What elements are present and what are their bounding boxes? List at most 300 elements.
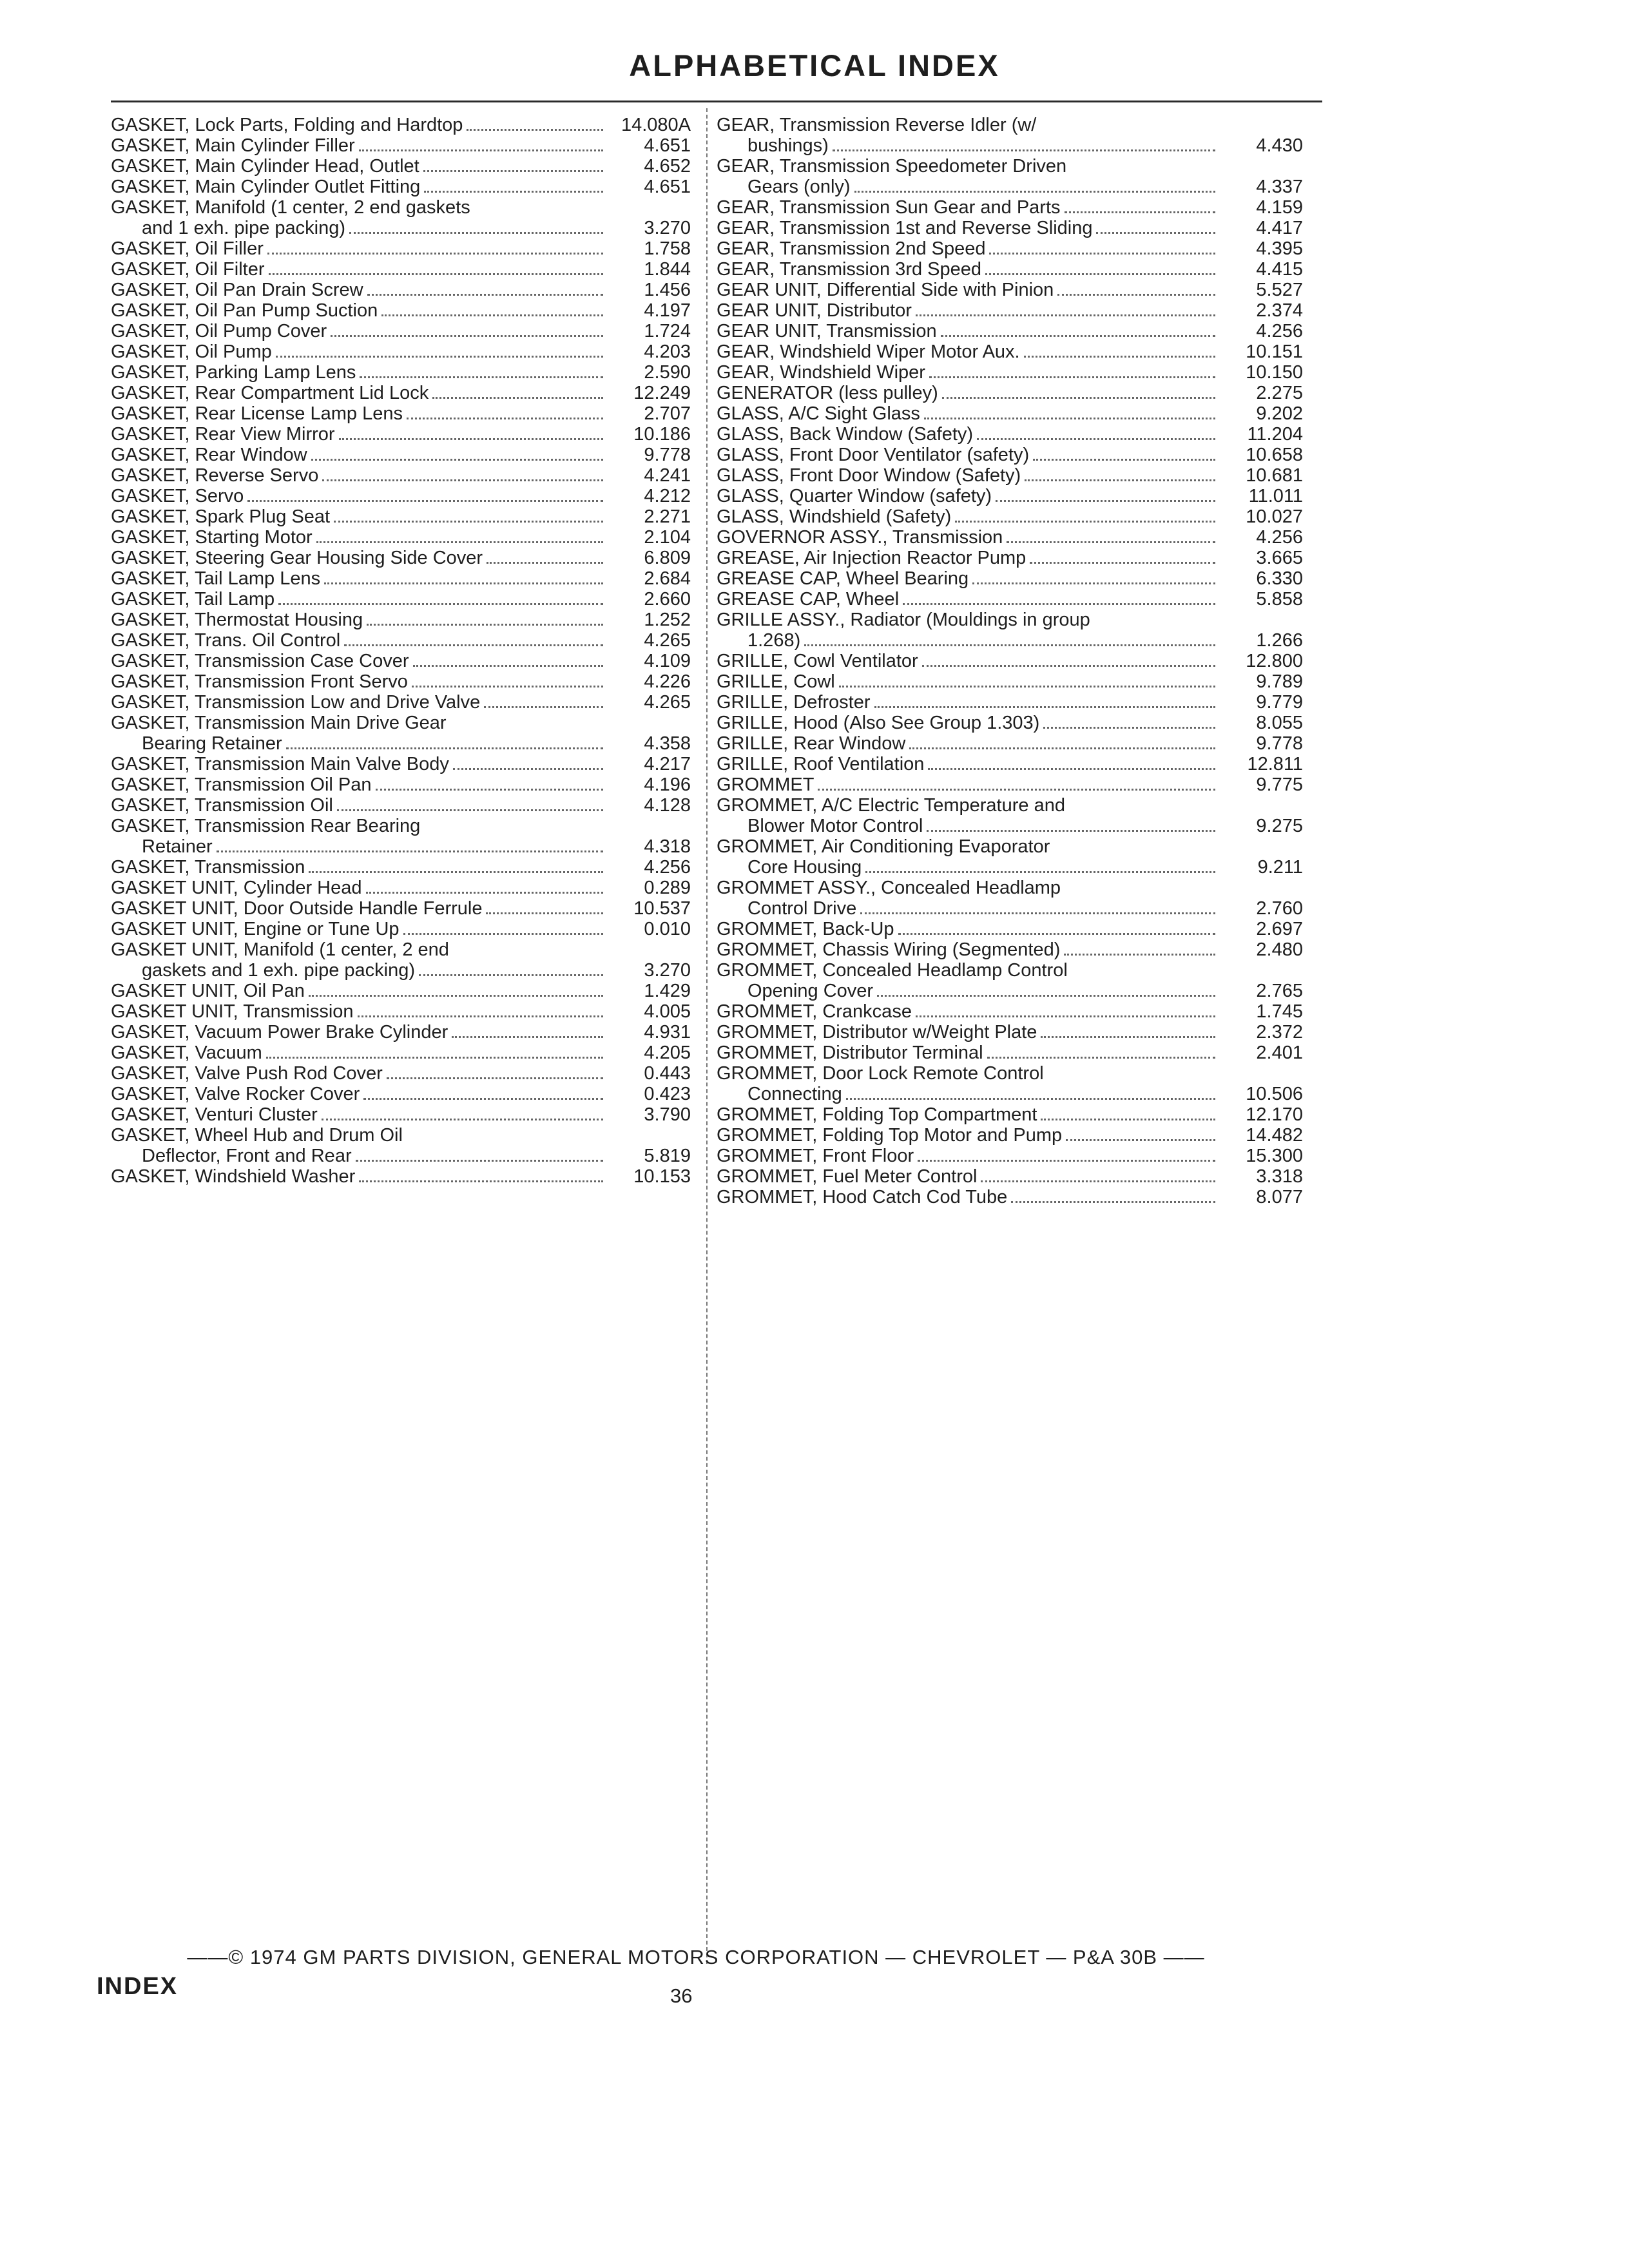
- index-entry: [717, 259, 1303, 280]
- group-number: 3.790: [644, 1104, 691, 1125]
- dot-leader: [987, 1043, 1215, 1059]
- group-number: 2.760: [1256, 898, 1303, 919]
- group-number: 2.660: [644, 589, 691, 610]
- index-entry: [717, 610, 1303, 630]
- dot-leader: [217, 836, 603, 852]
- dot-leader: [467, 115, 603, 131]
- index-entry: [111, 713, 691, 733]
- dot-leader: [356, 1146, 603, 1162]
- dot-leader: [424, 177, 603, 193]
- entry-text-continued: Gears (only): [747, 177, 851, 197]
- index-column-right: [717, 115, 1303, 1207]
- index-entry: [717, 506, 1303, 527]
- dot-leader: [1066, 1125, 1215, 1141]
- dot-leader: [972, 568, 1215, 584]
- dot-leader: [276, 341, 603, 358]
- entry-text: GENERATOR (less pulley): [717, 383, 938, 403]
- index-entry: [717, 774, 1303, 795]
- group-number: 4.265: [644, 692, 691, 713]
- group-number: 9.775: [1256, 774, 1303, 795]
- entry-text: GRILLE, Defroster: [717, 692, 871, 713]
- index-entry: [717, 960, 1303, 981]
- entry-text: GASKET, Oil Pump Cover: [111, 321, 327, 341]
- index-entry: [111, 1001, 691, 1022]
- group-number: 4.205: [644, 1043, 691, 1063]
- group-number: 10.151: [1246, 341, 1303, 362]
- index-entry: [717, 713, 1303, 733]
- dot-leader: [989, 238, 1215, 255]
- entry-text: GEAR, Transmission 1st and Reverse Sliding: [717, 218, 1093, 238]
- entry-text: GASKET UNIT, Cylinder Head: [111, 878, 362, 898]
- group-number: 4.212: [644, 486, 691, 506]
- entry-text: GASKET, Rear Window: [111, 445, 307, 465]
- group-number: 2.271: [644, 506, 691, 527]
- dot-leader: [363, 1084, 603, 1100]
- dot-leader: [278, 589, 603, 605]
- entry-text: GREASE, Air Injection Reactor Pump: [717, 548, 1027, 568]
- entry-text: GASKET, Transmission Oil: [111, 795, 333, 816]
- entry-text: GOVERNOR ASSY., Transmission: [717, 527, 1003, 548]
- entry-text: GASKET UNIT, Door Outside Handle Ferrule: [111, 898, 483, 919]
- entry-text: GASKET, Lock Parts, Folding and Hardtop: [111, 115, 463, 135]
- index-entry: [717, 671, 1303, 692]
- group-number: 4.256: [1256, 321, 1303, 341]
- group-number: 4.415: [1256, 259, 1303, 280]
- group-number: 10.537: [633, 898, 691, 919]
- index-entry: [717, 238, 1303, 259]
- dot-leader: [331, 321, 603, 337]
- dot-leader: [432, 383, 603, 399]
- index-entry: [111, 465, 691, 486]
- entry-text: GASKET, Thermostat Housing: [111, 610, 363, 630]
- dot-leader: [1041, 1104, 1215, 1120]
- index-entry: [717, 568, 1303, 589]
- index-entry: [111, 610, 691, 630]
- group-number: 1.758: [644, 238, 691, 259]
- group-number: 8.077: [1256, 1187, 1303, 1207]
- dot-leader: [376, 774, 603, 791]
- entry-text: GROMMET, Folding Top Motor and Pump: [717, 1125, 1063, 1146]
- entry-text-continued: Connecting: [747, 1084, 842, 1104]
- index-entry: [717, 692, 1303, 713]
- group-number: 1.724: [644, 321, 691, 341]
- group-number: 0.423: [644, 1084, 691, 1104]
- index-entry: [717, 1022, 1303, 1043]
- index-entry: [717, 341, 1303, 362]
- group-number: 2.374: [1256, 300, 1303, 321]
- dot-leader: [452, 1022, 603, 1038]
- dot-leader: [322, 1104, 603, 1120]
- dot-leader: [846, 1084, 1215, 1100]
- index-entry: [111, 527, 691, 548]
- entry-text-continued: Control Drive: [747, 898, 857, 919]
- entry-text: GEAR UNIT, Transmission: [717, 321, 937, 341]
- dot-leader: [941, 321, 1215, 337]
- dot-leader: [322, 465, 603, 481]
- entry-text-continued: and 1 exh. pipe packing): [142, 218, 345, 238]
- index-entry: [717, 218, 1303, 238]
- dot-leader: [334, 506, 603, 523]
- entry-text: GEAR, Windshield Wiper: [717, 362, 925, 383]
- dot-leader: [453, 754, 603, 770]
- index-entry-continuation: [111, 836, 691, 857]
- group-number: 9.778: [644, 445, 691, 465]
- index-entry-continuation: [717, 135, 1303, 156]
- entry-text: GASKET, Vacuum Power Brake Cylinder: [111, 1022, 448, 1043]
- index-entry: [111, 548, 691, 568]
- index-entry: [111, 795, 691, 816]
- index-entry: [111, 362, 691, 383]
- group-number: 4.256: [1256, 527, 1303, 548]
- group-number: 9.275: [1256, 816, 1303, 836]
- entry-text-continued: Opening Cover: [747, 981, 874, 1001]
- group-number: 4.652: [644, 156, 691, 177]
- index-entry: [111, 238, 691, 259]
- group-number: 9.778: [1256, 733, 1303, 754]
- entry-text: GROMMET, Distributor w/Weight Plate: [717, 1022, 1037, 1043]
- entry-text: GASKET, Transmission Low and Drive Valve: [111, 692, 481, 713]
- group-number: 2.480: [1256, 939, 1303, 960]
- index-entry: [111, 1084, 691, 1104]
- group-number: 12.811: [1247, 754, 1303, 774]
- column-divider: [706, 108, 708, 1964]
- entry-text-continued: Retainer: [142, 836, 213, 857]
- dot-leader: [909, 733, 1215, 749]
- entry-text: GASKET, Reverse Servo: [111, 465, 319, 486]
- group-number: 3.270: [644, 218, 691, 238]
- entry-text: GASKET, Oil Pump: [111, 341, 272, 362]
- entry-text: GASKET UNIT, Oil Pan: [111, 981, 305, 1001]
- index-entry: [111, 259, 691, 280]
- group-number: 9.202: [1256, 403, 1303, 424]
- group-number: 14.482: [1246, 1125, 1303, 1146]
- group-number: 4.197: [644, 300, 691, 321]
- group-number: 5.819: [644, 1146, 691, 1166]
- index-entry: [111, 898, 691, 919]
- dot-leader: [309, 857, 603, 873]
- group-number: 2.684: [644, 568, 691, 589]
- entry-text: GASKET, Trans. Oil Control: [111, 630, 341, 651]
- group-number: 10.150: [1246, 362, 1303, 383]
- index-entry: [111, 671, 691, 692]
- group-number: 4.217: [644, 754, 691, 774]
- dot-leader: [1064, 939, 1215, 956]
- dot-leader: [412, 671, 603, 687]
- group-number: 9.779: [1256, 692, 1303, 713]
- entry-text: GASKET, Main Cylinder Outlet Fitting: [111, 177, 421, 197]
- index-entry: [717, 527, 1303, 548]
- entry-text: GASKET, Transmission Front Servo: [111, 671, 408, 692]
- entry-text-continued: gaskets and 1 exh. pipe packing): [142, 960, 415, 981]
- index-entry: [717, 1125, 1303, 1146]
- index-entry-continuation: [717, 630, 1303, 651]
- dot-leader: [359, 135, 603, 151]
- index-entry: [717, 362, 1303, 383]
- group-number: 10.658: [1246, 445, 1303, 465]
- index-entry: [717, 465, 1303, 486]
- group-number: 2.275: [1256, 383, 1303, 403]
- entry-text: GASKET, Vacuum: [111, 1043, 262, 1063]
- entry-text: GROMMET, Fuel Meter Control: [717, 1166, 978, 1187]
- index-entry: [111, 589, 691, 610]
- entry-text: GASKET, Venturi Cluster: [111, 1104, 318, 1125]
- index-entry: [111, 177, 691, 197]
- dot-leader: [929, 362, 1215, 378]
- group-number: 12.249: [633, 383, 691, 403]
- page-title: ALPHABETICAL INDEX: [629, 48, 1000, 82]
- entry-text: GROMMET: [717, 774, 815, 795]
- group-number: 2.372: [1256, 1022, 1303, 1043]
- group-number: 4.651: [644, 135, 691, 156]
- entry-text: GREASE CAP, Wheel Bearing: [717, 568, 969, 589]
- group-number: 2.401: [1256, 1043, 1303, 1063]
- group-number: 10.506: [1246, 1084, 1303, 1104]
- title-rule: [111, 101, 1322, 102]
- entry-text-continued: 1.268): [747, 630, 801, 651]
- index-entry-continuation: [717, 857, 1303, 878]
- entry-text: GASKET, Valve Push Rod Cover: [111, 1063, 383, 1084]
- dot-leader: [916, 300, 1215, 316]
- dot-leader: [316, 527, 603, 543]
- index-entry: [111, 424, 691, 445]
- entry-text: GASKET, Transmission Rear Bearing: [111, 816, 421, 836]
- entry-text: GASKET, Main Cylinder Filler: [111, 135, 355, 156]
- dot-leader: [1030, 548, 1215, 564]
- entry-text: GASKET, Tail Lamp Lens: [111, 568, 321, 589]
- dot-leader: [877, 981, 1215, 997]
- index-entry-continuation: [111, 218, 691, 238]
- entry-text: GLASS, Windshield (Safety): [717, 506, 952, 527]
- index-entry: [717, 1063, 1303, 1084]
- entry-text: GROMMET, Door Lock Remote Control: [717, 1063, 1044, 1084]
- index-entry: [717, 383, 1303, 403]
- entry-text-continued: Deflector, Front and Rear: [142, 1146, 352, 1166]
- dot-leader: [349, 218, 603, 234]
- entry-text: GASKET, Spark Plug Seat: [111, 506, 331, 527]
- entry-text: GEAR, Windshield Wiper Motor Aux.: [717, 341, 1020, 362]
- dot-leader: [367, 280, 603, 296]
- index-entry: [111, 981, 691, 1001]
- group-number: 4.128: [644, 795, 691, 816]
- dot-leader: [804, 630, 1215, 646]
- group-number: 14.080A: [621, 115, 691, 135]
- index-entry-continuation: [717, 981, 1303, 1001]
- index-entry: [717, 1104, 1303, 1125]
- dot-leader: [865, 857, 1215, 873]
- entry-text: GLASS, Front Door Ventilator (safety): [717, 445, 1030, 465]
- group-number: 1.844: [644, 259, 691, 280]
- dot-leader: [903, 589, 1215, 605]
- index-entry: [111, 1125, 691, 1146]
- dot-leader: [413, 651, 603, 667]
- entry-text: GRILLE ASSY., Radiator (Mouldings in group: [717, 610, 1090, 630]
- index-entry: [717, 486, 1303, 506]
- entry-text: GASKET UNIT, Transmission: [111, 1001, 354, 1022]
- entry-text-continued: Blower Motor Control: [747, 816, 923, 836]
- group-number: 4.318: [644, 836, 691, 857]
- group-number: 12.170: [1246, 1104, 1303, 1125]
- dot-leader: [874, 692, 1215, 708]
- dot-leader: [286, 733, 603, 749]
- group-number: 10.153: [633, 1166, 691, 1187]
- entry-text: GEAR, Transmission 2nd Speed: [717, 238, 986, 259]
- group-number: 4.430: [1256, 135, 1303, 156]
- index-entry: [717, 115, 1303, 135]
- index-entry: [717, 403, 1303, 424]
- group-number: 12.800: [1246, 651, 1303, 671]
- entry-text: GASKET, Servo: [111, 486, 244, 506]
- entry-text: GASKET, Tail Lamp: [111, 589, 275, 610]
- entry-text: GEAR, Transmission Reverse Idler (w/: [717, 115, 1037, 135]
- group-number: 10.681: [1246, 465, 1303, 486]
- entry-text: GROMMET, Hood Catch Cod Tube: [717, 1187, 1008, 1207]
- dot-leader: [337, 795, 603, 811]
- dot-leader: [344, 630, 603, 646]
- index-column-left: [111, 115, 691, 1187]
- index-entry: [111, 383, 691, 403]
- dot-leader: [922, 651, 1215, 667]
- group-number: 1.429: [644, 981, 691, 1001]
- dot-leader: [927, 816, 1215, 832]
- entry-text: GASKET, Oil Filter: [111, 259, 265, 280]
- dot-leader: [924, 403, 1215, 419]
- dot-leader: [423, 156, 603, 172]
- group-number: 0.443: [644, 1063, 691, 1084]
- dot-leader: [1007, 527, 1215, 543]
- dot-leader: [381, 300, 603, 316]
- group-number: 4.931: [644, 1022, 691, 1043]
- dot-leader: [269, 259, 604, 275]
- entry-text: GRILLE, Cowl Ventilator: [717, 651, 918, 671]
- group-number: 3.665: [1256, 548, 1303, 568]
- group-number: 2.707: [644, 403, 691, 424]
- dot-leader: [367, 610, 603, 626]
- entry-text: GASKET, Rear Compartment Lid Lock: [111, 383, 429, 403]
- index-entry: [717, 919, 1303, 939]
- dot-leader: [833, 135, 1215, 151]
- dot-leader: [403, 919, 603, 935]
- group-number: 1.266: [1256, 630, 1303, 651]
- group-number: 4.159: [1256, 197, 1303, 218]
- index-entry: [111, 280, 691, 300]
- index-entry: [717, 836, 1303, 857]
- entry-text: GEAR, Transmission 3rd Speed: [717, 259, 982, 280]
- index-entry: [111, 774, 691, 795]
- entry-text: GASKET, Manifold (1 center, 2 end gaskets: [111, 197, 470, 218]
- dot-leader: [1043, 713, 1215, 729]
- index-entry: [717, 1187, 1303, 1207]
- dot-leader: [339, 424, 603, 440]
- group-number: 15.300: [1246, 1146, 1303, 1166]
- dot-leader: [407, 403, 603, 419]
- dot-leader: [1057, 280, 1215, 296]
- entry-text: GASKET, Valve Rocker Cover: [111, 1084, 360, 1104]
- group-number: 2.765: [1256, 981, 1303, 1001]
- group-number: 4.196: [644, 774, 691, 795]
- group-number: 1.745: [1256, 1001, 1303, 1022]
- entry-text: GASKET, Main Cylinder Head, Outlet: [111, 156, 419, 177]
- index-entry: [717, 1166, 1303, 1187]
- entry-text: GASKET, Windshield Washer: [111, 1166, 356, 1187]
- entry-text: GREASE CAP, Wheel: [717, 589, 900, 610]
- group-number: 4.651: [644, 177, 691, 197]
- dot-leader: [359, 1166, 603, 1182]
- index-entry: [111, 1043, 691, 1063]
- dot-leader: [366, 878, 604, 894]
- dot-leader: [981, 1166, 1215, 1182]
- index-entry: [111, 754, 691, 774]
- index-entry: [111, 156, 691, 177]
- dot-leader: [854, 177, 1215, 193]
- entry-text: GASKET, Oil Pan Pump Suction: [111, 300, 378, 321]
- index-entry: [717, 1043, 1303, 1063]
- entry-text: GRILLE, Rear Window: [717, 733, 906, 754]
- group-number: 4.265: [644, 630, 691, 651]
- entry-text: GASKET, Steering Gear Housing Side Cover: [111, 548, 483, 568]
- index-entry: [111, 1063, 691, 1084]
- entry-text: GASKET, Transmission Oil Pan: [111, 774, 372, 795]
- entry-text: GASKET, Oil Pan Drain Screw: [111, 280, 363, 300]
- group-number: 4.358: [644, 733, 691, 754]
- entry-text: GLASS, Back Window (Safety): [717, 424, 974, 445]
- index-entry: [717, 1146, 1303, 1166]
- index-entry: [111, 857, 691, 878]
- group-number: 2.590: [644, 362, 691, 383]
- index-entry: [111, 692, 691, 713]
- dot-leader: [1024, 341, 1215, 358]
- dot-leader: [419, 960, 603, 976]
- entry-text: GROMMET, Folding Top Compartment: [717, 1104, 1037, 1125]
- dot-leader: [1096, 218, 1215, 234]
- index-entry: [111, 321, 691, 341]
- index-entry: [111, 445, 691, 465]
- dot-leader: [916, 1001, 1215, 1017]
- index-entry: [717, 424, 1303, 445]
- group-number: 1.252: [644, 610, 691, 630]
- group-number: 10.186: [633, 424, 691, 445]
- entry-text-continued: Bearing Retainer: [142, 733, 282, 754]
- group-number: 3.318: [1256, 1166, 1303, 1187]
- index-entry: [717, 300, 1303, 321]
- index-entry-continuation: [717, 898, 1303, 919]
- dot-leader: [918, 1146, 1215, 1162]
- group-number: 9.789: [1256, 671, 1303, 692]
- index-entry: [111, 197, 691, 218]
- index-entry: [111, 1104, 691, 1125]
- group-number: 0.010: [644, 919, 691, 939]
- index-entry: [717, 321, 1303, 341]
- entry-text: GLASS, Quarter Window (safety): [717, 486, 992, 506]
- index-entry: [717, 1001, 1303, 1022]
- index-entry: [111, 568, 691, 589]
- entry-text: GASKET UNIT, Engine or Tune Up: [111, 919, 400, 939]
- index-entry: [717, 733, 1303, 754]
- entry-text: GROMMET, Air Conditioning Evaporator: [717, 836, 1050, 857]
- dot-leader: [977, 424, 1215, 440]
- entry-text: GEAR UNIT, Distributor: [717, 300, 912, 321]
- index-entry: [717, 589, 1303, 610]
- index-entry: [717, 156, 1303, 177]
- dot-leader: [839, 671, 1215, 687]
- group-number: 4.395: [1256, 238, 1303, 259]
- index-entry-continuation: [717, 816, 1303, 836]
- group-number: 4.005: [644, 1001, 691, 1022]
- entry-text: GROMMET, A/C Electric Temperature and: [717, 795, 1065, 816]
- entry-text-continued: bushings): [747, 135, 829, 156]
- entry-text: GRILLE, Hood (Also See Group 1.303): [717, 713, 1040, 733]
- group-number: 11.204: [1247, 424, 1303, 445]
- group-number: 9.211: [1257, 857, 1303, 878]
